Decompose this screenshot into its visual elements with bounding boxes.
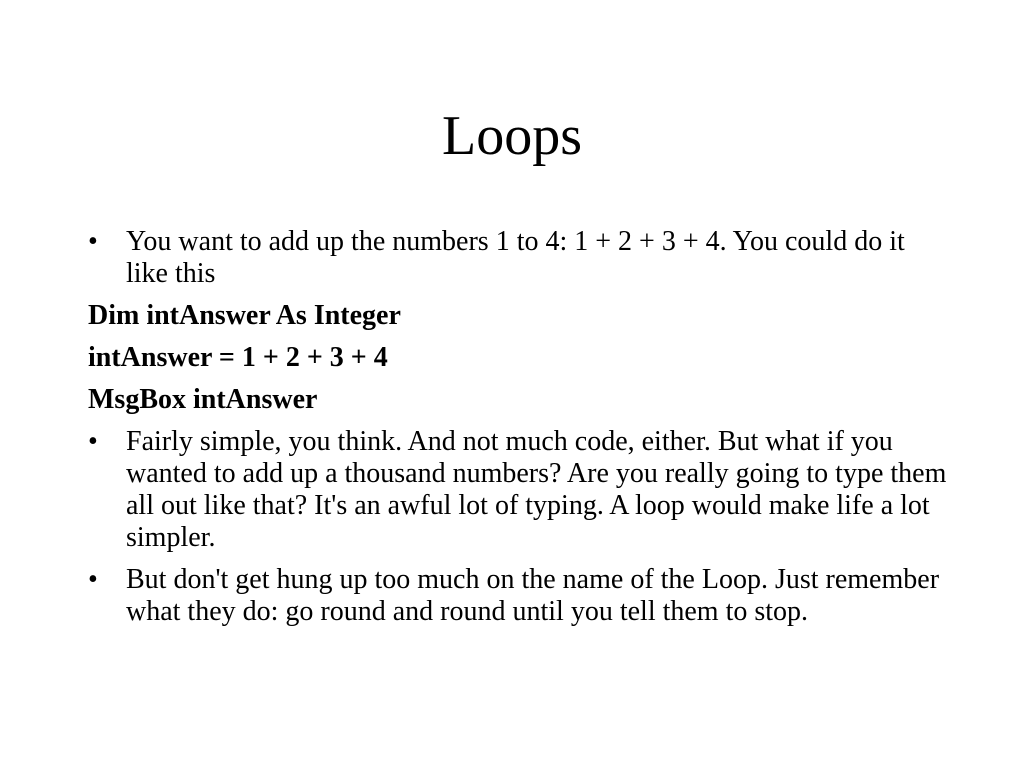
- bullet-item: [88, 564, 948, 628]
- code-line: MsgBox intAnswer: [88, 384, 318, 415]
- slide-body: [88, 226, 948, 638]
- bullet-text: You want to add up the numbers 1 to 4: 1 + 2 + 3 + 4. You could do it like this: [126, 226, 905, 289]
- bullet-icon: •: [88, 426, 98, 457]
- slide-title: Loops: [442, 105, 582, 167]
- code-line: Dim intAnswer As Integer: [88, 300, 401, 331]
- bullet-text: Fairly simple, you think. And not much code, either. But what if you wanted to add up a thousand numbers? Are you really going to type them all out like that? It's an awful lot of typing. A loop would make life a lot simpler.: [126, 426, 947, 553]
- bullet-item: [88, 226, 948, 290]
- code-line: intAnswer = 1 + 2 + 3 + 4: [88, 342, 388, 373]
- bullet-text: But don't get hung up too much on the name of the Loop. Just remember what they do: go round and round until you tell them to stop.: [126, 564, 940, 627]
- bullet-icon: •: [88, 226, 98, 257]
- bullet-item: [88, 426, 948, 554]
- bullet-icon: •: [88, 564, 98, 595]
